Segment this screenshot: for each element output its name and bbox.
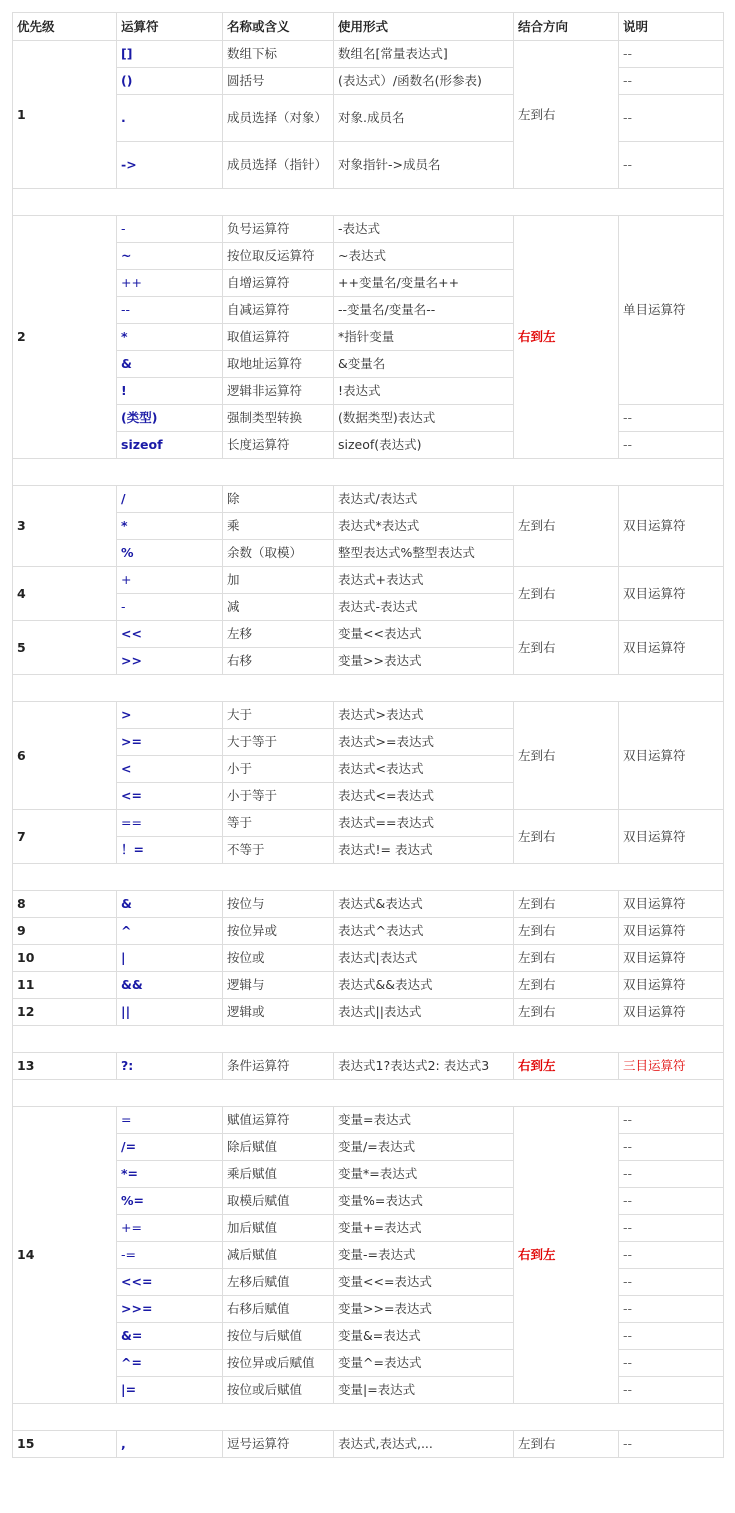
operator-cell: ~ [117,243,223,270]
name-cell: 余数（取模） [223,540,334,567]
note-cell: 单目运算符 [619,216,724,405]
table-row [13,1107,724,1134]
note-cell: -- [619,142,724,189]
name-cell: 取值运算符 [223,324,334,351]
direction-cell: 左到右 [514,567,619,621]
operator-cell: &= [117,1323,223,1350]
operator-cell: ++ [117,270,223,297]
note-cell: -- [619,1107,724,1134]
name-cell: 条件运算符 [223,1053,334,1080]
direction-cell: 左到右 [514,702,619,810]
table-row [13,216,724,243]
usage-cell: ~表达式 [334,243,514,270]
operator-cell: [] [117,41,223,68]
note-cell: -- [619,1431,724,1458]
spacer-cell [13,189,724,216]
name-cell: 负号运算符 [223,216,334,243]
table-row [13,891,724,918]
usage-cell: 表达式*表达式 [334,513,514,540]
usage-cell: 变量&=表达式 [334,1323,514,1350]
table-row [13,567,724,594]
note-cell: 双目运算符 [619,810,724,864]
spacer-row [13,1026,724,1053]
header-row [13,13,724,41]
operator-cell: >> [117,648,223,675]
spacer-row [13,459,724,486]
note-cell: -- [619,405,724,432]
note-cell: -- [619,1269,724,1296]
operator-cell: ?: [117,1053,223,1080]
spacer-cell [13,675,724,702]
usage-cell: &变量名 [334,351,514,378]
usage-cell: 表达式1?表达式2: 表达式3 [334,1053,514,1080]
table-row [13,945,724,972]
operator-cell: sizeof [117,432,223,459]
usage-cell: 表达式>=表达式 [334,729,514,756]
operator-cell: >= [117,729,223,756]
usage-cell: 表达式-表达式 [334,594,514,621]
name-cell: 加后赋值 [223,1215,334,1242]
note-cell: 双目运算符 [619,972,724,999]
name-cell: 赋值运算符 [223,1107,334,1134]
header-usage: 使用形式 [334,13,514,41]
usage-cell: 变量<<=表达式 [334,1269,514,1296]
table-row [13,41,724,68]
operator-cell: . [117,95,223,142]
note-cell: -- [619,1323,724,1350]
note-cell: -- [619,68,724,95]
priority-cell: 5 [13,621,117,675]
usage-cell: 数组名[常量表达式] [334,41,514,68]
usage-cell: 变量+=表达式 [334,1215,514,1242]
name-cell: 小于 [223,756,334,783]
name-cell: 除后赋值 [223,1134,334,1161]
name-cell: 数组下标 [223,41,334,68]
direction-cell: 左到右 [514,891,619,918]
note-cell: -- [619,1188,724,1215]
priority-cell: 2 [13,216,117,459]
usage-cell: 表达式==表达式 [334,810,514,837]
name-cell: 小于等于 [223,783,334,810]
note-cell: -- [619,1134,724,1161]
priority-cell: 4 [13,567,117,621]
name-cell: 逻辑与 [223,972,334,999]
spacer-row [13,1404,724,1431]
note-cell: -- [619,1377,724,1404]
usage-cell: 变量>>=表达式 [334,1296,514,1323]
usage-cell: 变量%=表达式 [334,1188,514,1215]
operator-cell: && [117,972,223,999]
spacer-cell [13,1026,724,1053]
operator-cell: > [117,702,223,729]
operator-cell: < [117,756,223,783]
usage-cell: 表达式/表达式 [334,486,514,513]
spacer-cell [13,1080,724,1107]
spacer-row [13,189,724,216]
operator-cell: | [117,945,223,972]
note-cell: -- [619,1242,724,1269]
direction-cell: 左到右 [514,1431,619,1458]
operator-cell: = [117,1107,223,1134]
name-cell: 自减运算符 [223,297,334,324]
usage-cell: *指针变量 [334,324,514,351]
operator-cell: - [117,594,223,621]
usage-cell: 表达式<=表达式 [334,783,514,810]
name-cell: 乘 [223,513,334,540]
table-row [13,1431,724,1458]
operator-cell: << [117,621,223,648]
usage-cell: 变量|=表达式 [334,1377,514,1404]
name-cell: 按位异或后赋值 [223,1350,334,1377]
note-cell: 双目运算符 [619,621,724,675]
operator-cell: * [117,513,223,540]
table-row [13,810,724,837]
header-note: 说明 [619,13,724,41]
usage-cell: -表达式 [334,216,514,243]
direction-cell: 左到右 [514,972,619,999]
direction-cell: 左到右 [514,486,619,567]
name-cell: 大于等于 [223,729,334,756]
direction-cell: 左到右 [514,999,619,1026]
direction-cell: 右到左 [514,1107,619,1404]
name-cell: 减 [223,594,334,621]
operator-cell: -= [117,1242,223,1269]
name-cell: 按位或后赋值 [223,1377,334,1404]
name-cell: 右移 [223,648,334,675]
note-cell: -- [619,95,724,142]
spacer-cell [13,864,724,891]
name-cell: 按位与后赋值 [223,1323,334,1350]
name-cell: 取地址运算符 [223,351,334,378]
priority-cell: 15 [13,1431,117,1458]
usage-cell: 变量-=表达式 [334,1242,514,1269]
note-cell: 双目运算符 [619,891,724,918]
usage-cell: 表达式,表达式,... [334,1431,514,1458]
usage-cell: 表达式>表达式 [334,702,514,729]
operator-cell: *= [117,1161,223,1188]
operator-cell: == [117,810,223,837]
note-cell: 双目运算符 [619,918,724,945]
usage-cell: 表达式^表达式 [334,918,514,945]
operator-cell: * [117,324,223,351]
operator-cell: ! [117,378,223,405]
name-cell: 大于 [223,702,334,729]
direction-cell: 左到右 [514,810,619,864]
name-cell: 强制类型转换 [223,405,334,432]
name-cell: 不等于 [223,837,334,864]
operator-cell: , [117,1431,223,1458]
operator-cell: / [117,486,223,513]
name-cell: 逻辑或 [223,999,334,1026]
operator-cell: += [117,1215,223,1242]
priority-cell: 14 [13,1107,117,1404]
name-cell: 长度运算符 [223,432,334,459]
operator-cell: () [117,68,223,95]
header-name: 名称或含义 [223,13,334,41]
operator-cell: || [117,999,223,1026]
operator-cell: + [117,567,223,594]
usage-cell: 变量>>表达式 [334,648,514,675]
table-row [13,999,724,1026]
name-cell: 逻辑非运算符 [223,378,334,405]
spacer-row [13,1080,724,1107]
note-cell: 三目运算符 [619,1053,724,1080]
usage-cell: (表达式）/函数名(形参表) [334,68,514,95]
direction-cell: 左到右 [514,41,619,189]
usage-cell: 表达式+表达式 [334,567,514,594]
usage-cell: 整型表达式%整型表达式 [334,540,514,567]
operator-cell: /= [117,1134,223,1161]
table-row [13,918,724,945]
direction-cell: 右到左 [514,1053,619,1080]
usage-cell: sizeof(表达式) [334,432,514,459]
operator-cell: & [117,891,223,918]
usage-cell: 变量^=表达式 [334,1350,514,1377]
direction-cell: 左到右 [514,918,619,945]
name-cell: 减后赋值 [223,1242,334,1269]
priority-cell: 3 [13,486,117,567]
note-cell: -- [619,1161,724,1188]
direction-cell: 右到左 [514,216,619,459]
table-row [13,702,724,729]
note-cell: -- [619,41,724,68]
name-cell: 取模后赋值 [223,1188,334,1215]
usage-cell: 表达式<表达式 [334,756,514,783]
direction-cell: 左到右 [514,621,619,675]
name-cell: 左移 [223,621,334,648]
name-cell: 加 [223,567,334,594]
header-direction: 结合方向 [514,13,619,41]
operator-cell: & [117,351,223,378]
table-row [13,972,724,999]
table-row [13,1053,724,1080]
operator-cell: -> [117,142,223,189]
table-row [13,621,724,648]
usage-cell: 表达式|表达式 [334,945,514,972]
priority-cell: 10 [13,945,117,972]
name-cell: 成员选择（对象） [223,95,334,142]
usage-cell: (数据类型)表达式 [334,405,514,432]
name-cell: 自增运算符 [223,270,334,297]
usage-cell: 变量/=表达式 [334,1134,514,1161]
name-cell: 圆括号 [223,68,334,95]
operator-cell: ^ [117,918,223,945]
spacer-row [13,864,724,891]
operator-cell: |= [117,1377,223,1404]
operator-cell: <= [117,783,223,810]
operator-cell: - [117,216,223,243]
priority-cell: 11 [13,972,117,999]
name-cell: 右移后赋值 [223,1296,334,1323]
priority-cell: 8 [13,891,117,918]
usage-cell: 变量<<表达式 [334,621,514,648]
header-priority: 优先级 [13,13,117,41]
name-cell: 按位取反运算符 [223,243,334,270]
spacer-cell [13,1404,724,1431]
usage-cell: 对象.成员名 [334,95,514,142]
note-cell: 双目运算符 [619,945,724,972]
priority-cell: 6 [13,702,117,810]
usage-cell: !表达式 [334,378,514,405]
name-cell: 按位与 [223,891,334,918]
spacer-row [13,675,724,702]
header-operator: 运算符 [117,13,223,41]
name-cell: 等于 [223,810,334,837]
priority-cell: 12 [13,999,117,1026]
spacer-cell [13,459,724,486]
note-cell: -- [619,432,724,459]
note-cell: 双目运算符 [619,486,724,567]
name-cell: 除 [223,486,334,513]
direction-cell: 左到右 [514,945,619,972]
operator-cell: %= [117,1188,223,1215]
usage-cell: ++变量名/变量名++ [334,270,514,297]
usage-cell: 变量=表达式 [334,1107,514,1134]
note-cell: -- [619,1350,724,1377]
name-cell: 乘后赋值 [223,1161,334,1188]
operator-cell: <<= [117,1269,223,1296]
operator-precedence-table [12,12,724,1458]
note-cell: -- [619,1215,724,1242]
table-wrapper [12,12,724,1458]
operator-cell: >>= [117,1296,223,1323]
note-cell: -- [619,1296,724,1323]
usage-cell: --变量名/变量名-- [334,297,514,324]
note-cell: 双目运算符 [619,702,724,810]
operator-cell: ^= [117,1350,223,1377]
priority-cell: 13 [13,1053,117,1080]
operator-cell: -- [117,297,223,324]
usage-cell: 对象指针->成员名 [334,142,514,189]
name-cell: 逗号运算符 [223,1431,334,1458]
usage-cell: 表达式||表达式 [334,999,514,1026]
note-cell: 双目运算符 [619,999,724,1026]
operator-cell: % [117,540,223,567]
name-cell: 左移后赋值 [223,1269,334,1296]
priority-cell: 7 [13,810,117,864]
table-row [13,486,724,513]
usage-cell: 变量*=表达式 [334,1161,514,1188]
usage-cell: 表达式&表达式 [334,891,514,918]
name-cell: 成员选择（指针） [223,142,334,189]
priority-cell: 9 [13,918,117,945]
operator-cell: ！= [117,837,223,864]
name-cell: 按位或 [223,945,334,972]
name-cell: 按位异或 [223,918,334,945]
usage-cell: 表达式!= 表达式 [334,837,514,864]
priority-cell: 1 [13,41,117,189]
note-cell: 双目运算符 [619,567,724,621]
usage-cell: 表达式&&表达式 [334,972,514,999]
operator-cell: (类型) [117,405,223,432]
